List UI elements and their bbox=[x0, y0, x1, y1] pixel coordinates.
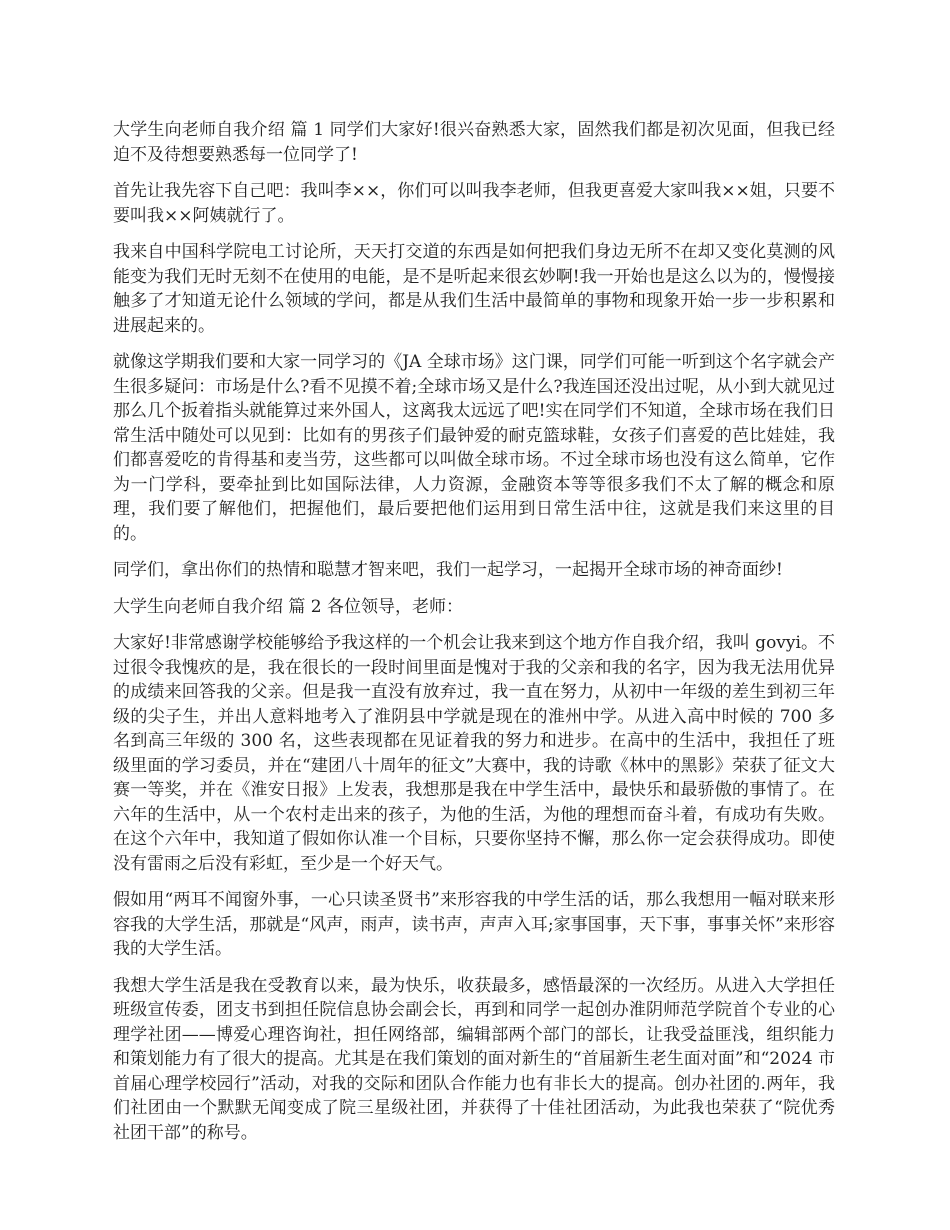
paragraph-closing-1: 同学们，拿出你们的热情和聪慧才智来吧，我们一起学习，一起揭开全球市场的神奇面纱! bbox=[113, 560, 783, 580]
paragraph-background: 我来自中国科学院电工讨论所，天天打交道的东西是如何把我们身边无所不在却又变化莫测的风能变为我们无时无刻不在使用的电能，是不是听起来很玄妙啊!我一开始也是这么以为的，慢慢接触多了才知道无论什么领域的学问，都是从我们生活中最简单的事物和现象开始一步一步积累和进展起来的。 bbox=[113, 242, 835, 336]
paragraph-university-life: 我想大学生活是我在受教育以来，最为快乐，收获最多，感悟最深的一次经历。从进入大学担任班级宣传委，团支书到担任院信息协会副会长，再到和同学一起创办淮阴师范学院首个专业的心理学社团——博爱心理咨询社，担任网络部，编辑部两个部门的部长，让我受益匪浅，组织能力和策划能力有了很大的提高。尤其是在我们策划的面对新生的“首届新生老生面对面”和“2024 市首届心理学校园行”活动，对我的交际和团队合作能力也有非长大的提高。创办社团的.两年，我们社团由一个默默无闻变成了院三星级社团，并获得了十佳社团活动，为此我也荣获了“院优秀社团干部”的称号。 bbox=[113, 975, 835, 1143]
paragraph-course-global-market: 就像这学期我们要和大家一同学习的《JA 全球市场》这门课，同学们可能一听到这个名字就会产生很多疑问：市场是什么?看不见摸不着;全球市场又是什么?我连国还没出过呢，从小到大就见过那么几个扳着指头就能算过来外国人，这离我太远远了吧!实在同学们不知道，全球市场在我们日常生活中随处可以见到：比如有的男孩子们最钟爱的耐克篮球鞋，女孩子们喜爱的芭比娃娃，我们都喜爱吃的肯得基和麦当劳，这些都可以叫做全球市场。不过全球市场也没有这么简单，它作为一门学科，要牵扯到比如国际法律，人力资源，金融资本等等很多我们不太了解的概念和原理，我们要了解他们，把握他们，最后要把他们运用到日常生活中往，这就是我们来这里的目的。 bbox=[113, 352, 835, 544]
document-body bbox=[113, 118, 835, 1157]
paragraph-couplet: 假如用“两耳不闻窗外事，一心只读圣贤书”来形容我的中学生活的话，那么我想用一幅对联来形容我的大学生活，那就是“风声，雨声，读书声，声声入耳;家事国事，天下事，事事关怀”来形容我的大学生活。 bbox=[113, 890, 835, 959]
paragraph-intro-2-heading: 大学生向老师自我介绍 篇 2 各位领导，老师： bbox=[113, 596, 464, 617]
paragraph-high-school: 大家好!非常感谢学校能够给予我这样的一个机会让我来到这个地方作自我介绍，我叫 govyi。不过很令我愧疚的是，我在很长的一段时间里面是愧对于我的父亲和我的名字，因为我无法用优异的成绩来回答我的父亲。但是我一直没有放弃过，我一直在努力，从初中一年级的差生到初三年级的尖子生，并出人意料地考入了淮阴县中学就是现在的淮州中学。从进入高中时候的 700 多名到高三年级的 300 名，这些表现都在见证着我的努力和进步。在高中的生活中，我担任了班级里面的学习委员，并在“建团八十周年的征文”大赛中，我的诗歌《林中的黑影》荣获了征文大赛一等奖，并在《淮安日报》上发表，我想那是我在中学生活中，最快乐和最骄傲的事情了。在六年的生活中，从一个农村走出来的孩子，为他的生活，为他的理想而奋斗着，有成功有失败。在这个六年中，我知道了假如你认准一个目标，只要你坚持不懈，那么你一定会获得成功。即使没有雷雨之后没有彩虹，至少是一个好天气。 bbox=[113, 633, 835, 874]
paragraph-intro-1: 大学生向老师自我介绍 篇 1 同学们大家好!很兴奋熟悉大家，固然我们都是初次见面，但我已经迫不及待想要熟悉每一位同学了! bbox=[113, 120, 835, 165]
paragraph-self-intro: 首先让我先容下自己吧：我叫李××，你们可以叫我李老师，但我更喜爱大家叫我××姐，只要不要叫我××阿姨就行了。 bbox=[113, 181, 835, 226]
